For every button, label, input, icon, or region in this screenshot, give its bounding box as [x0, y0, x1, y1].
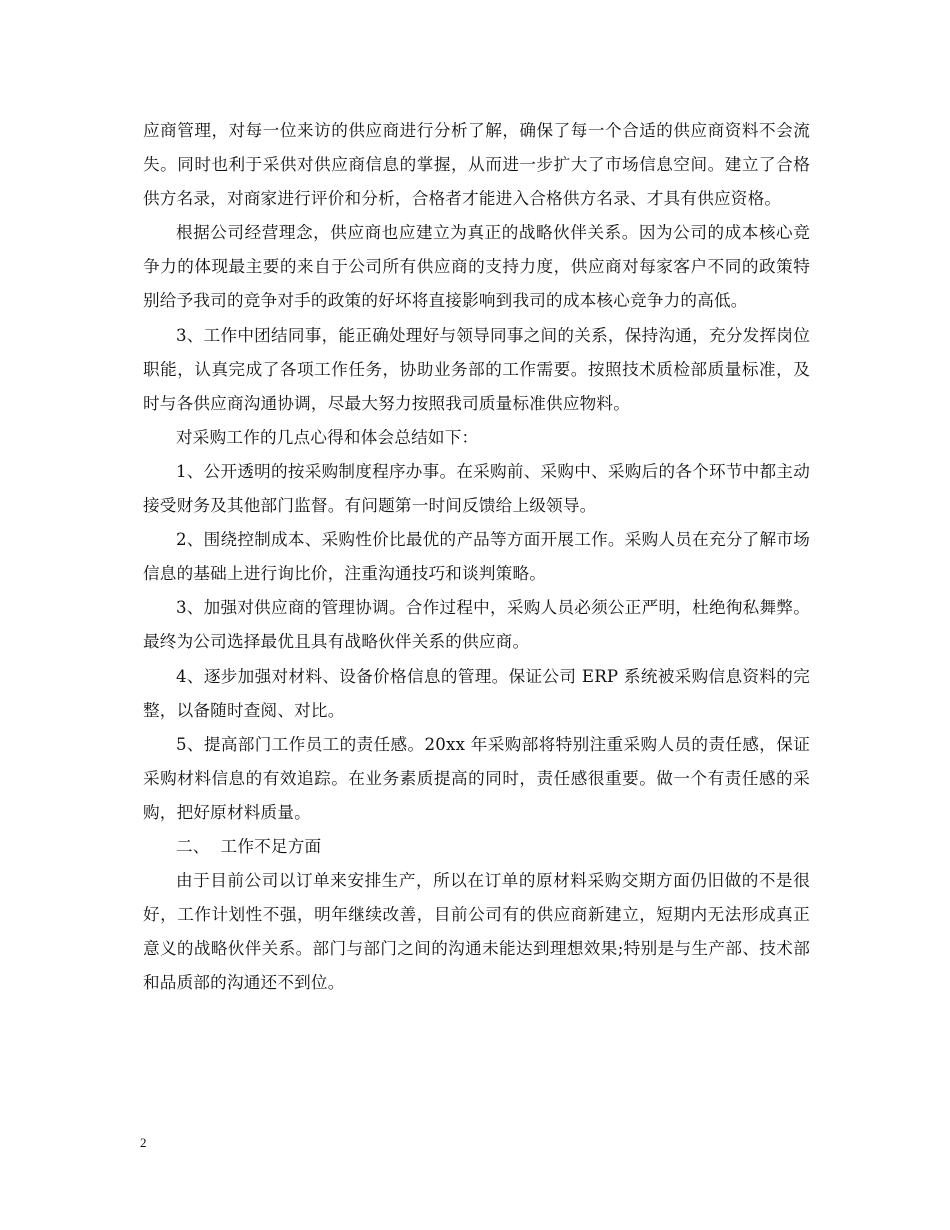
paragraph-11: 由于目前公司以订单来安排生产，所以在订单的原材料采购交期方面仍旧做的不是很好，工作计划性不强，明年继续改善，目前公司有的供应商新建立，短期内无法形成真正意义的战略伙伴关系。部门与部门之间的沟通未能达到理想效果;特别是与生产部、技术部和品质部的沟通还不到位。 [143, 871, 810, 993]
paragraph-2: 根据公司经营理念，供应商也应建立为真正的战略伙伴关系。因为公司的成本核心竞争力的体现最主要的来自于公司所有供应商的支持力度，供应商对每家客户不同的政策特别给予我司的竞争对手的政策的好坏将直接影响到我司的成本核心竞争力的高低。 [143, 223, 810, 311]
paragraph-4: 对采购工作的几点心得和体会总结如下： [176, 427, 479, 447]
page-number: 2 [140, 1135, 147, 1150]
paragraph-9: 5、提高部门工作员工的责任感。20xx 年采购部将特别注重采购人员的责任感，保证采购材料信息的有效追踪。在业务素质提高的同时，责任感很重要。做一个有责任感的采购，把好原材料质量。 [143, 734, 810, 822]
paragraph-1: 应商管理，对每一位来访的供应商进行分析了解，确保了每一个合适的供应商资料不会流失。同时也利于采供对供应商信息的掌握，从而进一步扩大了市场信息空间。建立了合格供方名录，对商家进行评价和分析，合格者才能进入合格供方名录、才具有供应资格。 [143, 121, 810, 209]
paragraph-6: 2、围绕控制成本、采购性价比最优的产品等方面开展工作。采购人员在充分了解市场信息的基础上进行询比价，注重沟通技巧和谈判策略。 [143, 530, 810, 584]
paragraph-7: 3、加强对供应商的管理协调。合作过程中，采购人员必须公正严明，杜绝徇私舞弊。最终为公司选择最优且具有战略伙伴关系的供应商。 [143, 598, 810, 652]
paragraph-3: 3、工作中团结同事，能正确处理好与领导同事之间的关系，保持沟通，充分发挥岗位职能，认真完成了各项工作任务，协助业务部的工作需要。按照技术质检部质量标准，及时与各供应商沟通协调，尽最大努力按照我司质量标准供应物料。 [143, 325, 810, 413]
paragraph-8: 4、逐步加强对材料、设备价格信息的管理。保证公司 ERP 系统被采购信息资料的完整，以备随时查阅、对比。 [143, 666, 810, 720]
paragraph-5: 1、公开透明的按采购制度程序办事。在采购前、采购中、采购后的各个环节中都主动接受财务及其他部门监督。有问题第一时间反馈给上级领导。 [143, 461, 810, 516]
section-heading: 二、 工作不足方面 [176, 836, 322, 856]
document-body [143, 114, 810, 1000]
